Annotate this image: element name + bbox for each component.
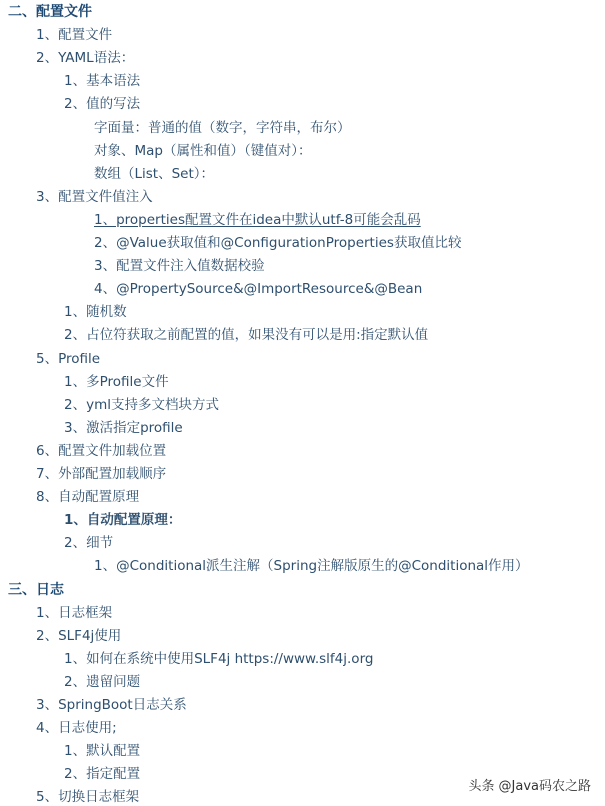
outline-item[interactable]: 1、properties配置文件在idea中默认utf-8可能会乱码 — [94, 211, 421, 228]
outline-item: 数组（List、Set）： — [94, 165, 215, 182]
outline-item: 3、配置文件注入值数据校验 — [94, 258, 265, 275]
outline-item: 1、如何在系统中使用SLF4j https://www.slf4j.org — [64, 650, 374, 667]
outline-item: 3、配置文件值注入 — [36, 188, 153, 205]
outline-item: 1、基本语法 — [64, 73, 141, 90]
outline-item: 3、激活指定profile — [64, 419, 183, 436]
watermark — [469, 775, 591, 794]
outline-item: 1、随机数 — [64, 304, 127, 321]
section-heading: 三、日志 — [8, 581, 64, 598]
outline-item: 2、占位符获取之前配置的值，如果没有可以是用:指定默认值 — [64, 327, 429, 344]
outline-item: 2、yml支持多文档块方式 — [64, 396, 219, 413]
outline-item: 8、自动配置原理 — [36, 489, 140, 506]
outline-item: 1、配置文件 — [36, 27, 113, 44]
outline-item: 3、SpringBoot日志关系 — [36, 697, 187, 713]
outline-item: 2、SLF4j使用 — [36, 627, 122, 644]
outline-item: 1、默认配置 — [64, 743, 141, 760]
outline-item: 4、@PropertySource&@ImportResource&@Bean — [94, 281, 423, 298]
watermark-handle: @Java码农之路 — [498, 779, 591, 794]
outline-item: 1、@Conditional派生注解（Spring注解版原生的@Conditional作用） — [94, 558, 529, 575]
outline-item: 2、指定配置 — [64, 766, 141, 783]
outline-item: 5、切换日志框架 — [36, 789, 140, 806]
outline-item: 2、@Value获取值和@ConfigurationProperties获取值比较 — [94, 235, 462, 251]
outline-item: 4、日志使用; — [36, 720, 117, 737]
outline-item: 2、YAML语法： — [36, 50, 135, 67]
outline-item: 6、配置文件加载位置 — [36, 442, 167, 459]
outline-item: 2、细节 — [64, 535, 114, 552]
outline-item: 7、外部配置加载顺序 — [36, 466, 167, 482]
outline-item: 2、值的写法 — [64, 96, 141, 113]
outline-item: 1、日志框架 — [36, 604, 113, 621]
outline-item: 5、Profile — [36, 350, 101, 367]
outline-item: 对象、Map（属性和值）（键值对）： — [94, 142, 312, 159]
outline-item: 字面量：普通的值（数字，字符串，布尔） — [94, 119, 351, 136]
outline-item: 1、自动配置原理： — [64, 512, 182, 529]
outline-item: 2、遗留问题 — [64, 673, 141, 690]
watermark-prefix: 头条 — [468, 779, 495, 794]
section-heading: 二、配置文件 — [8, 4, 92, 20]
outline-item: 1、多Profile文件 — [64, 373, 169, 390]
